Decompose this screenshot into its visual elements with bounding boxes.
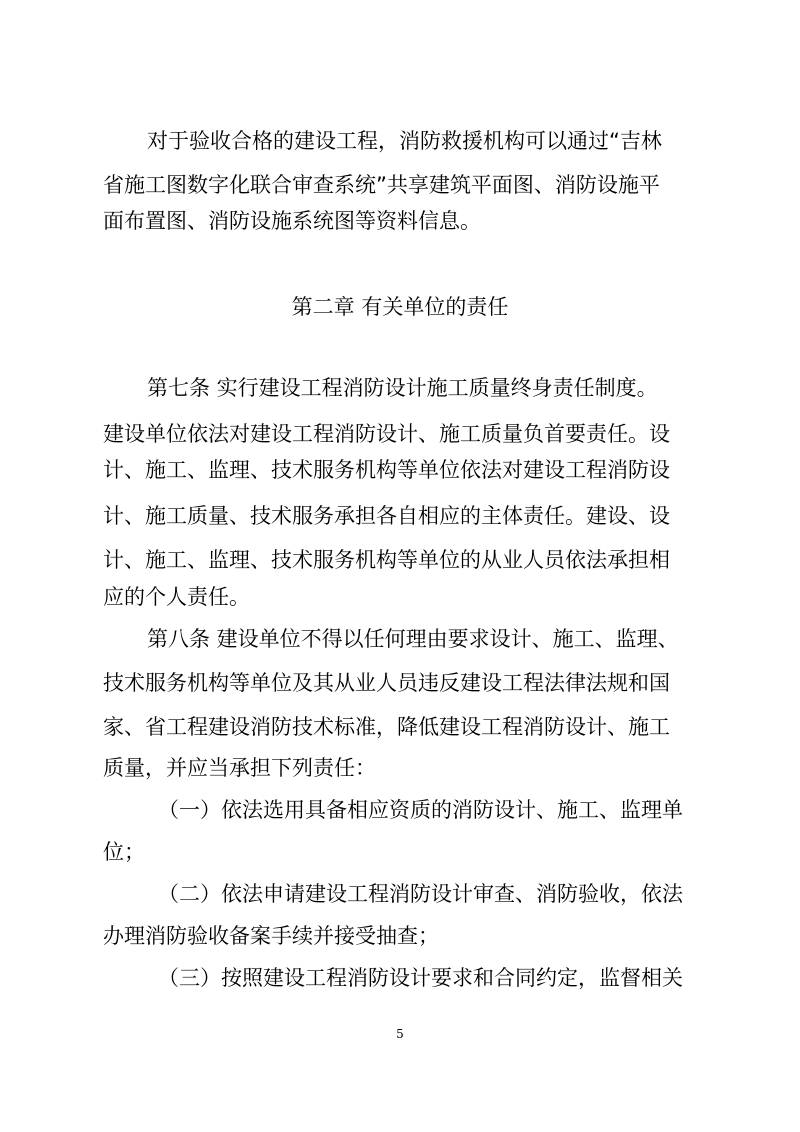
page-number: 5 — [396, 1027, 404, 1041]
chapter-heading: 第二章 有关单位的责任 — [291, 295, 509, 319]
article-7-line: 计、施工、监理、技术服务机构等单位依法对建设工程消防设 — [103, 458, 670, 482]
article-7-line: 应的个人责任。 — [103, 585, 250, 609]
list-item-2-line: （二）依法申请建设工程消防设计审查、消防验收，依法 — [158, 882, 683, 906]
paragraph-line: 面布置图、消防设施系统图等资料信息。 — [103, 209, 481, 233]
article-8-line: 家、省工程建设消防技术标准，降低建设工程消防设计、施工 — [103, 715, 670, 739]
list-item-3-line: （三）按照建设工程消防设计要求和合同约定，监督相关 — [158, 966, 683, 990]
list-item-2-line: 办理消防验收备案手续并接受抽查； — [103, 924, 439, 948]
article-7-line: 计、施工质量、技术服务承担各自相应的主体责任。建设、设 — [103, 504, 670, 528]
article-7-line: 计、施工、监理、技术服务机构等单位的从业人员依法承担相 — [103, 548, 670, 572]
article-8-line: 第八条 建设单位不得以任何理由要求设计、施工、监理、 — [147, 627, 679, 651]
paragraph-line: 省施工图数字化联合审查系统”共享建筑平面图、消防设施平 — [103, 173, 660, 197]
list-item-1-line: （一）依法选用具备相应资质的消防设计、施工、监理单 — [158, 798, 683, 822]
list-item-1-line: 位； — [103, 840, 145, 864]
article-8-line: 技术服务机构等单位及其从业人员违反建设工程法律法规和国 — [103, 671, 670, 695]
article-7-line: 第七条 实行建设工程消防设计施工质量终身责任制度。 — [147, 376, 658, 400]
article-7-line: 建设单位依法对建设工程消防设计、施工质量负首要责任。设 — [103, 422, 670, 446]
paragraph-line: 对于验收合格的建设工程，消防救援机构可以通过“吉林 — [147, 129, 662, 153]
article-8-line: 质量，并应当承担下列责任： — [103, 756, 376, 780]
